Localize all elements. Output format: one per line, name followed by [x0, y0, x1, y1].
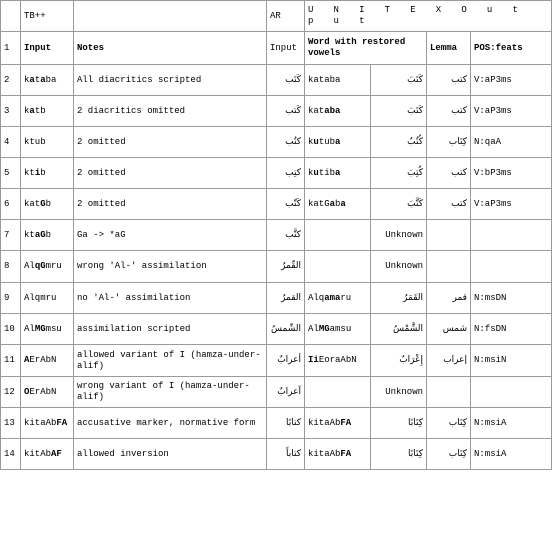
row-number: 4	[1, 127, 21, 158]
bold-segment: G	[40, 198, 46, 209]
text-segment: kat	[308, 105, 325, 116]
bold-segment: FA	[340, 448, 352, 459]
ar-input-header: Input	[267, 32, 305, 65]
bold-segment: MG	[34, 323, 46, 334]
bold-segment: aG	[34, 229, 46, 240]
text-segment: kat	[24, 198, 41, 209]
text-segment: ru	[340, 292, 352, 303]
lemma-cell: قمر	[427, 283, 471, 314]
arabic-input-cell: كَتب	[267, 96, 305, 127]
text-segment: tib	[318, 167, 336, 178]
restored-word-cell	[305, 439, 371, 470]
text-segment: amsu	[329, 323, 352, 334]
notes-cell: 2 omitted	[74, 127, 267, 158]
text-segment: ErAbN	[29, 386, 57, 397]
restored-word-arabic-cell: كُتِبَ	[371, 158, 427, 189]
restored-word-cell	[305, 158, 371, 189]
text-segment: b	[335, 198, 341, 209]
row-number: 10	[1, 314, 21, 345]
arabic-input-cell: كتاباً	[267, 439, 305, 470]
text-segment: k	[24, 105, 30, 116]
lemma-cell: كِتَاب	[427, 408, 471, 439]
restored-word-arabic-cell: كِتَابًا	[371, 408, 427, 439]
table-row	[1, 408, 552, 439]
pos-cell: V:aP3ms	[471, 65, 552, 96]
row-number: 12	[1, 377, 21, 408]
arabic-input-cell: كتابًا	[267, 408, 305, 439]
row-number: 3	[1, 96, 21, 127]
text-segment: k	[308, 167, 314, 178]
header-row-group	[1, 1, 552, 32]
bold-segment: ama	[324, 292, 341, 303]
bold-segment: aba	[324, 105, 341, 116]
text-segment: a	[51, 74, 57, 85]
restored-word-cell	[305, 189, 371, 220]
bold-segment: qG	[34, 261, 46, 271]
input-cell	[21, 314, 74, 345]
text-segment: tb	[34, 105, 46, 116]
tb-header: TB++	[21, 1, 74, 32]
text-segment: msu	[45, 323, 62, 334]
restored-word-cell	[305, 127, 371, 158]
table-row	[1, 65, 552, 96]
pos-cell: N:msiN	[471, 345, 552, 377]
restored-word-cell	[305, 345, 371, 377]
table-row	[1, 127, 552, 158]
restored-word-cell	[305, 408, 371, 439]
arabic-input-cell: كَتَب	[267, 65, 305, 96]
arabic-input-cell: كتِب	[267, 158, 305, 189]
restored-word-cell	[305, 251, 371, 283]
restored-word-cell	[305, 65, 371, 96]
lemma-cell: كتب	[427, 65, 471, 96]
table-row	[1, 345, 552, 377]
arabic-input-cell: الشّمسُ	[267, 314, 305, 345]
lemma-cell: كِتَاب	[427, 439, 471, 470]
table-row	[1, 439, 552, 470]
notes-cell: allowed inversion	[74, 439, 267, 470]
lemma-cell: كتب	[427, 189, 471, 220]
text-segment: b	[40, 167, 46, 178]
pos-cell: V:bP3ms	[471, 158, 552, 189]
input-cell	[21, 65, 74, 96]
row-number: 7	[1, 220, 21, 251]
input-cell	[21, 439, 74, 470]
bold-segment: a	[29, 105, 35, 116]
lemma-cell: إعراب	[427, 345, 471, 377]
notes-cell: Ga -> *aG	[74, 220, 267, 251]
text-segment: mru	[45, 261, 62, 271]
arabic-input-cell: القّمرُ	[267, 251, 305, 283]
text-segment: Al	[308, 323, 319, 334]
restored-word-arabic-cell: كَتَّبَ	[371, 189, 427, 220]
pos-cell: N:msiA	[471, 408, 552, 439]
text-segment: katG	[308, 198, 330, 209]
text-segment: k	[308, 136, 314, 147]
bold-segment: FA	[56, 417, 68, 428]
table-row	[1, 220, 552, 251]
input-cell	[21, 283, 74, 314]
text-segment: k	[24, 74, 30, 85]
lemma-cell: شمس	[427, 314, 471, 345]
text-segment: kitaAb	[308, 448, 341, 459]
restored-word-arabic-cell: Unknown	[371, 220, 427, 251]
arabic-input-cell: آعرابٌ	[267, 377, 305, 408]
restored-word-cell	[305, 96, 371, 127]
text-segment: kataba	[308, 74, 341, 85]
restored-word-cell	[305, 314, 371, 345]
bold-segment: a	[329, 198, 336, 209]
bold-segment: i	[34, 167, 41, 178]
bold-segment: Ii	[308, 355, 319, 365]
bold-segment: u	[313, 136, 319, 147]
bold-segment: O	[24, 386, 30, 397]
text-segment: b	[45, 74, 52, 85]
row-number: 8	[1, 251, 21, 283]
row-number: 1	[1, 32, 21, 65]
pos-header: POS:feats	[471, 32, 552, 65]
text-segment: b	[45, 229, 52, 240]
lemma-cell: كتب	[427, 158, 471, 189]
table-body	[1, 65, 552, 470]
input-cell	[21, 408, 74, 439]
text-segment: Alqmru	[24, 292, 57, 303]
pos-cell: V:aP3ms	[471, 189, 552, 220]
notes-cell: accusative marker, normative form	[74, 408, 267, 439]
input-cell	[21, 158, 74, 189]
text-segment: ErAbN	[29, 355, 57, 365]
table-row	[1, 314, 552, 345]
word-header: Word with restored vowels	[305, 32, 427, 65]
arabic-input-cell: أعرابٌ	[267, 345, 305, 377]
input-cell	[21, 127, 74, 158]
input-cell	[21, 96, 74, 127]
lemma-cell	[427, 220, 471, 251]
lemma-cell: كتب	[427, 96, 471, 127]
text-segment: Al	[24, 323, 35, 334]
arabic-input-cell: كتُب	[267, 127, 305, 158]
text-segment: EoraAbN	[318, 355, 357, 365]
notes-cell: wrong variant of I (hamza-under-alif)	[74, 377, 267, 408]
restored-word-arabic-cell: إِعْرَابٌ	[371, 345, 427, 377]
input-cell	[21, 377, 74, 408]
text-segment: kitAb	[24, 448, 52, 459]
table-row	[1, 189, 552, 220]
text-segment: tub	[318, 136, 336, 147]
text-segment: ktub	[24, 136, 46, 147]
notes-header: Notes	[74, 32, 267, 65]
restored-word-cell	[305, 220, 371, 251]
text-segment: kitaAb	[24, 417, 57, 428]
unitex-output-header: U N I T E X O u t p u t	[305, 1, 552, 32]
restored-word-arabic-cell: كَتَبَ	[371, 96, 427, 127]
table-row	[1, 251, 552, 283]
text-segment: kt	[24, 229, 35, 240]
input-cell	[21, 345, 74, 377]
text-segment: b	[45, 198, 52, 209]
notes-cell: allowed variant of I (hamza-under-alif)	[74, 345, 267, 377]
restored-word-cell	[305, 377, 371, 408]
pos-cell	[471, 220, 552, 251]
row-number: 6	[1, 189, 21, 220]
table-row	[1, 158, 552, 189]
restored-word-arabic-cell: الشَّمْسُ	[371, 314, 427, 345]
pos-cell: N:msDN	[471, 283, 552, 314]
restored-word-arabic-cell: Unknown	[371, 377, 427, 408]
notes-cell: 2 omitted	[74, 158, 267, 189]
notes-cell: wrong 'Al-' assimilation	[74, 251, 267, 283]
row-number: 11	[1, 345, 21, 377]
lemma-header: Lemma	[427, 32, 471, 65]
notes-cell: 2 diacritics omitted	[74, 96, 267, 127]
restored-word-arabic-cell: كَتَبَ	[371, 65, 427, 96]
corner-cell	[1, 1, 21, 32]
restored-word-cell	[305, 283, 371, 314]
text-segment: kitaAb	[308, 417, 341, 428]
header-row-columns	[1, 32, 552, 65]
input-header: Input	[21, 32, 74, 65]
input-cell	[21, 189, 74, 220]
blank-header	[74, 1, 267, 32]
notes-cell: no 'Al-' assimilation	[74, 283, 267, 314]
restored-word-arabic-cell: كُتُبٌ	[371, 127, 427, 158]
text-segment: kt	[24, 167, 35, 178]
bold-segment: AF	[51, 448, 62, 459]
bold-segment: u	[313, 167, 319, 178]
text-segment: Al	[24, 261, 35, 271]
lemma-cell: كِتَاب	[427, 127, 471, 158]
bold-segment: a	[29, 74, 35, 85]
table-row	[1, 283, 552, 314]
input-cell	[21, 251, 74, 283]
restored-word-arabic-cell: كِتَابًا	[371, 439, 427, 470]
pos-cell: N:fsDN	[471, 314, 552, 345]
bold-segment: a	[335, 136, 341, 147]
restored-word-arabic-cell: القَمَرُ	[371, 283, 427, 314]
row-number: 2	[1, 65, 21, 96]
table-row	[1, 96, 552, 127]
bold-segment: a	[40, 74, 46, 85]
ar-header: AR	[267, 1, 305, 32]
bold-segment: MG	[318, 323, 330, 334]
row-number: 5	[1, 158, 21, 189]
pos-cell: N:qaA	[471, 127, 552, 158]
notes-cell: assimilation scripted	[74, 314, 267, 345]
input-cell	[21, 220, 74, 251]
lemma-cell	[427, 251, 471, 283]
pos-cell	[471, 251, 552, 283]
row-number: 14	[1, 439, 21, 470]
arabic-input-cell: القمرُ	[267, 283, 305, 314]
text-segment: t	[34, 74, 41, 85]
pos-cell: V:aP3ms	[471, 96, 552, 127]
bold-segment: FA	[340, 417, 352, 428]
bold-segment: a	[335, 167, 341, 178]
bold-segment: A	[24, 355, 30, 365]
restored-word-arabic-cell: Unknown	[371, 251, 427, 283]
notes-cell: 2 omitted	[74, 189, 267, 220]
text-segment: Alq	[308, 292, 325, 303]
notes-cell: All diacritics scripted	[74, 65, 267, 96]
row-number: 9	[1, 283, 21, 314]
table-row	[1, 377, 552, 408]
lemma-cell	[427, 377, 471, 408]
row-number: 13	[1, 408, 21, 439]
arabic-input-cell: كَتّب	[267, 189, 305, 220]
pos-cell	[471, 377, 552, 408]
arabic-input-cell: كتَّب	[267, 220, 305, 251]
bold-segment: a	[340, 198, 346, 209]
pos-cell: N:msiA	[471, 439, 552, 470]
